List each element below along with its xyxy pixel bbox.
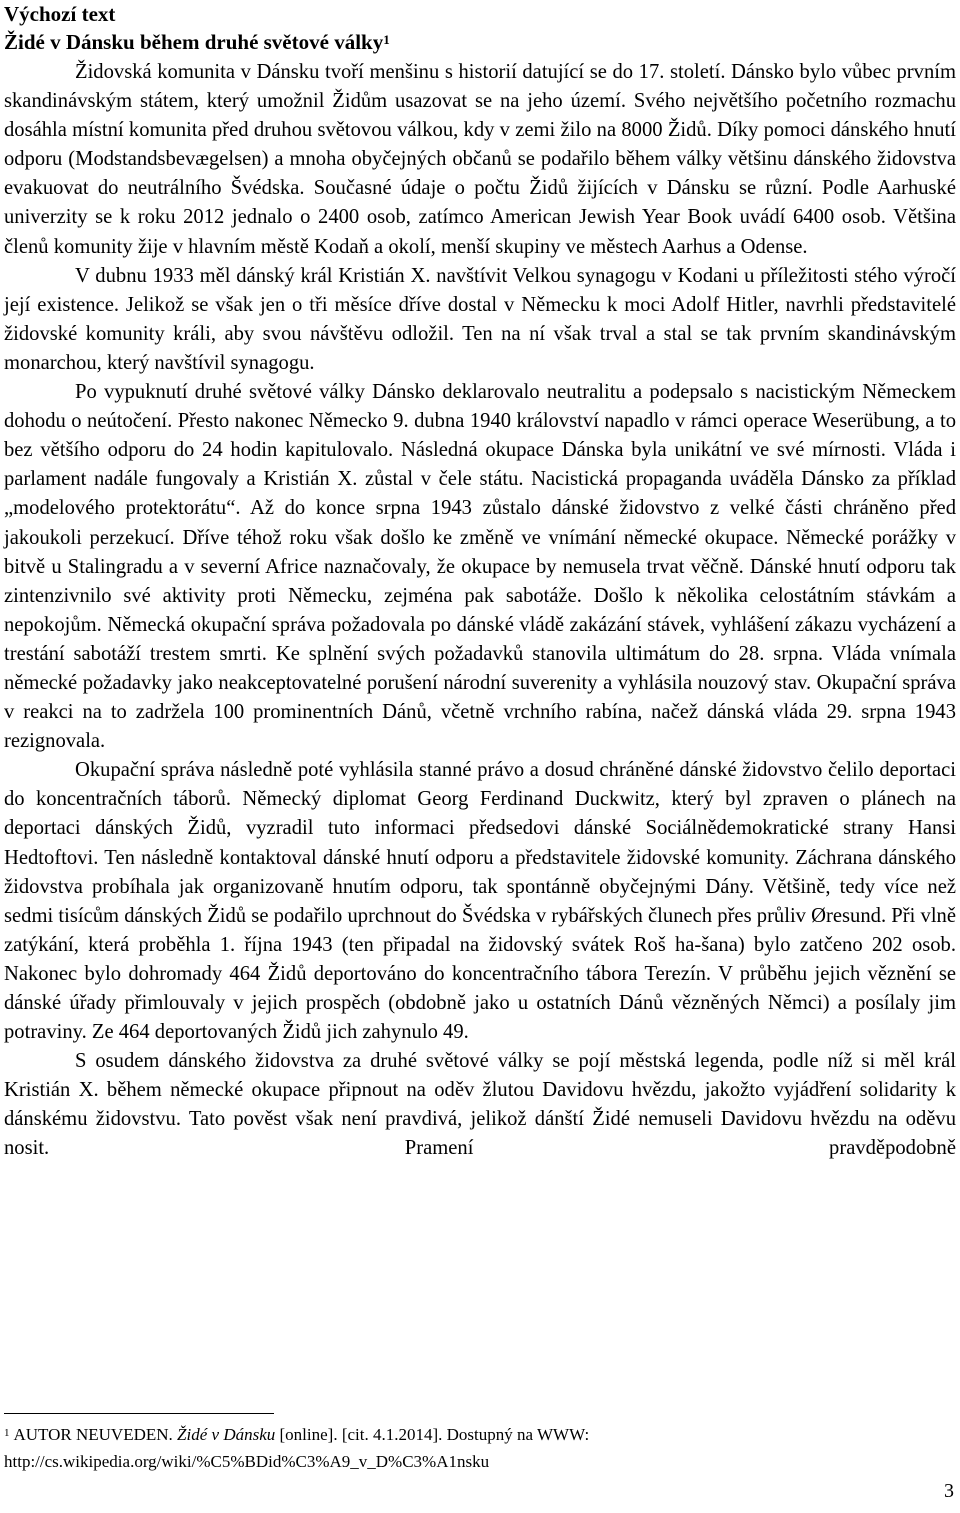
footnote-work-title: Židé v Dánsku (177, 1425, 276, 1444)
paragraph-2: V dubnu 1933 měl dánský král Kristián X. navštívit Velkou synagogu v Kodani u příležitosti stého výročí její existence. Jelikož se však jen o tři měsíce dříve dostal v Německu k moci Adolf Hitler, navrhli představitelé židovské komunity králi, aby svou návštěvu odložil. Ten na ní však trval a stal se tak prvním skandinávským monarchou, který navštívil synagogu. (4, 264, 956, 374)
footnote-mark: 1 (4, 1427, 10, 1439)
footnote-url[interactable]: http://cs.wikipedia.org/wiki/%C5%BDid%C3%A9_v_D%C3%A1nsku (4, 1452, 490, 1471)
footnote-citation (4, 1421, 944, 1448)
footnote-divider (4, 1413, 274, 1414)
footnote-details: [online]. [cit. 4.1.2014]. Dostupný na WWW: (279, 1425, 590, 1444)
title-footnote-mark[interactable]: 1 (383, 32, 390, 47)
footnote-author: AUTOR NEUVEDEN. (13, 1425, 173, 1444)
title-text: Židé v Dánsku během druhé světové války (4, 30, 384, 54)
paragraph-1: Židovská komunita v Dánsku tvoří menšinu s historií datující se do 17. století. Dánsko bylo vůbec prvním skandinávským státem, který umožnil Židům usazovat se na jeho území. Svého největšího početního rozmachu dosáhla místní komunita před druhou světovou válkou, kdy v zemi žilo na 8000 Židů. Díky pomoci dánského hnutí odporu (Modstandsbevægelsen) a mnoha obyčejných občanů se podařilo během války většinu dánského židovstva evakuovat do neutrálního Švédska. Současné údaje o počtu Židů žijících v Dánsku se různí. Podle Aarhuské univerzity se k roku 2012 jednalo o 2400 osob, zatímco American Jewish Year Book uvádí 6400 osob. Většina členů komunity žije v hlavním městě Kodaň a okolí, menší skupiny ve městech Aarhus a Odense. (4, 61, 956, 258)
document-title (4, 28, 956, 56)
paragraph-4: Okupační správa následně poté vyhlásila stanné právo a dosud chráněné dánské židovstvo čelilo deportaci do koncentračních táborů. Německý diplomat Georg Ferdinand Duckwitz, který byl zpraven o plánech na deportaci dánských Židů, vyzradil tuto informaci předsedovi dánské Sociálnědemokratické strany Hansi Hedtoftovi. Ten následně kontaktoval dánské hnutí odporu a představitele židovské komunity. Záchrana dánského židovstva probíhala jak organizovaně hnutím odporu, tak spontánně obyčejnými Dány. Většině, tedy více než sedmi tisícům dánských Židů se podařilo uprchnout do Švédska v rybářských člunech přes průliv Øresund. Při vlně zatýkání, která proběhla 1. října 1943 (ten připadal na židovský svátek Roš ha-šana) bylo zatčeno 202 osob. Nakonec bylo dohromady 464 Židů deportováno do koncentračního tábora Terezín. V průběhu jejich věznění se dánské úřady přimlouvaly v jejich prospěch (obdobně jako u ostatních Dánů vězněných Němci) a posílaly jim potraviny. Ze 464 deportovaných Židů jich zahynulo 49. (4, 759, 956, 1044)
body-text (4, 58, 956, 1164)
section-label: Výchozí text (4, 2, 116, 26)
paragraph-3: Po vypuknutí druhé světové války Dánsko deklarovalo neutralitu a podepsalo s nacistickým Německem dohodu o neútočení. Přesto nakonec Německo 9. dubna 1940 království napadlo v rámci operace Weserübung, a to bez většího odporu do 24 hodin kapitulovalo. Následná okupace Dánska byla unikátní ve své mírnosti. Vláda i parlament nadále fungovaly a Kristián X. zůstal v čele státu. Nacistická propaganda uváděla Dánsko za příklad „modelového protektorátu“. Až do konce srpna 1943 zůstalo dánské židovstvo z velké části chráněno před jakoukoli perzekucí. Dříve téhož roku však došlo ke změně ve vnímání německé okupace. Německé porážky v bitvě u Stalingradu a v severní Africe naznačovaly, že okupace by nemusela trvat věčně. Dánské hnutí odporu tak zintenzivnilo své aktivity proti Německu, zejména pak sabotáže. Došlo k několika celostátním stávkám a nepokojům. Německá okupační správa požadovala po dánské vládě zakázání stávek, vyhlášení zákazu vycházení a trestání sabotáží trestem smrti. Ke splnění svých požadavků stanovila ultimátum do 28. srpna. Vláda vnímala německé požadavky jako neakceptovatelné porušení národní suverenity a vyhlásila nouzový stav. Okupační správa v reakci na to zadržela 100 prominentních Dánů, včetně vrchního rabína, načež dánská vláda 29. srpna 1943 rezignovala. (4, 381, 956, 753)
paragraph-5: S osudem dánského židovstva za druhé světové války se pojí městská legenda, podle níž si měl král Kristián X. během německé okupace připnout na oděv žlutou Davidovu hvězdu, jakožto vyjádření solidarity k dánskému židovstvu. Tato pověst však není pravdivá, jelikož dánští Židé nemuseli Davidovu hvězdu na oděvu nosit. Pramení pravděpodobně (4, 1050, 956, 1160)
document-page (4, 0, 956, 1164)
page-number: 3 (944, 1480, 954, 1502)
footnote (4, 1421, 944, 1475)
